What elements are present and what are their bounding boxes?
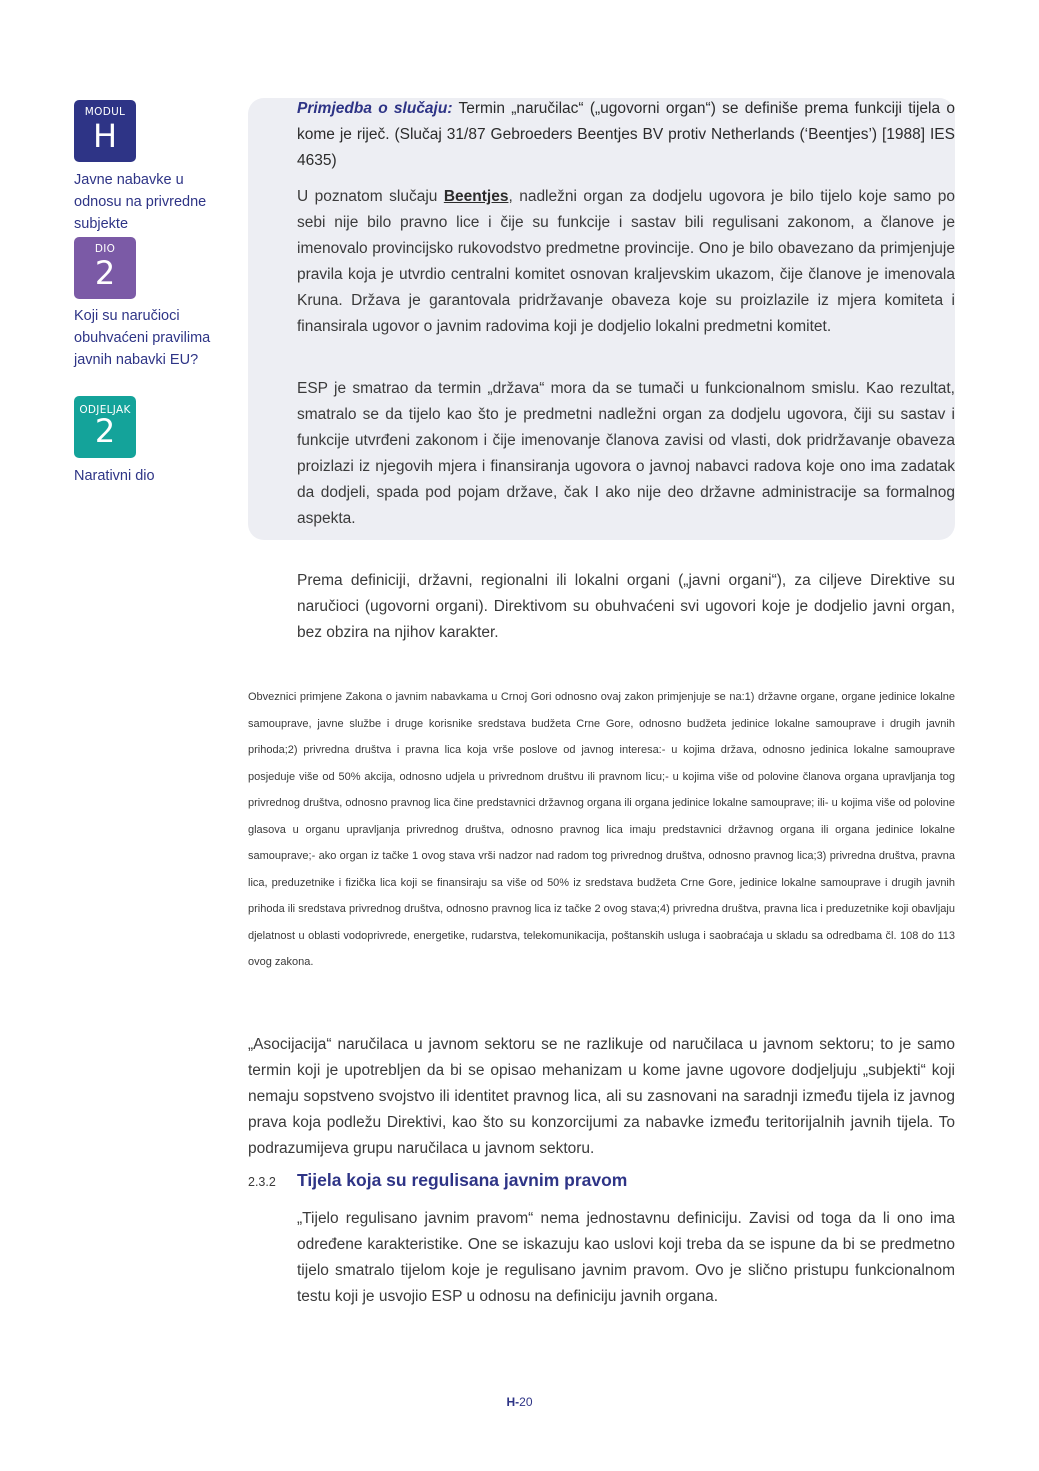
- section-body: „Tijelo regulisano javnim pravom“ nema jednostavnu definiciju. Zavisi od toga da li ono ima određene karakteristike. One se iskazuju kao uslovi koji treba da se ispune da bi se predmetno tijelo smatralo tijelom koje je regulisano javnim pravom. Ovo je slično pristupu funkcionalnom testu koji je usvojio ESP u odnosu na definiciju javnih organa.: [297, 1210, 955, 1305]
- section-label: ODJELJAK: [79, 404, 131, 416]
- section-number: 2.3.2: [248, 1175, 276, 1189]
- definition-paragraph: Prema definiciji, državni, regionalni ili lokalni organi („javni organi“), za ciljeve Direktive su naručioci (ugovorni organi). Direktivom su obuhvaćeni svi ugovori koje je dodjelio javni organ, bez obzira na njihov karakter.: [297, 572, 955, 641]
- module-label: MODUL: [84, 106, 126, 118]
- module-badge: [74, 100, 136, 162]
- case-note-head-text: Termin „naručilac“ („ugovorni organ“) se definiše prema funkciji tijela o kome je riječ. (Slučaj 31/87 Gebroeders Beentjes BV protiv Netherlands (‘Beentjes’) [1988] IES 4635): [297, 100, 955, 169]
- association-paragraph: „Asocijacija“ naručilaca u javnom sektoru se ne razlikuje od naručilaca u javnom sektoru; to je samo termin koji je upotrebljen da bi se opisao mehanizam u kome javne ugovore dodjeljuju „subjekti“ koji nemaju sopstveno svojstvo ili identitet pravnog lica, ali su zasnovani na saradnji između tijela iz javnog prava koja podležu Direktivi, kao što su konzorcijumi za nabavke između teritorijalnih javnih tijela. To podrazumijeva grupu naručilaca u javnom sektoru.: [248, 1036, 955, 1157]
- section-value: 2: [94, 412, 116, 450]
- part-label: DIO: [94, 243, 116, 255]
- beentjes-link[interactable]: Beentjes: [443, 188, 509, 205]
- part-title: Koji su naručioci obuhvaćeni pravilima javnih nabavki EU?: [74, 308, 211, 368]
- case-note-paragraph-1: [297, 184, 955, 340]
- page-value: 20: [519, 1395, 533, 1409]
- part-value: 2: [94, 254, 116, 292]
- part-badge: [74, 237, 136, 299]
- case-note-heading: [297, 96, 955, 174]
- case-p1-before: U poznatom slučaju: [297, 188, 444, 205]
- case-p1-after: , nadležni organ za dodjelu ugovora je bilo tijelo koje samo po sebi nije bilo pravno lice i čije su funkcije i sastav bili regulisani zakonom, a članove je imenovalo provincijsko rukovodstvo predmetne provincije. Ono je bilo obavezano da primjenjuje pravila koja je utvrdio centralni komitet osnovan kraljevskim ukazom, čije članove je imenovala Kruna. Država je garantovala pridržavanje obaveza koje su proizlazile iz mjera komiteta i finansirala ugovor o javnim radovima koji je dodjelio lokalni predmetni komitet.: [297, 188, 955, 335]
- section-badge: [74, 396, 136, 458]
- module-value: H: [92, 117, 118, 155]
- page-prefix: H-: [506, 1395, 520, 1409]
- case-note-lead: Primjedba o slučaju:: [297, 100, 453, 117]
- footnote: Obveznici primjene Zakona o javnim nabavkama u Crnoj Gori odnosno ovaj zakon primjenjuje se na:1) državne organe, organe jedinice lokalne samouprave, javne službe i druge korisnike sredstava budžeta Crne Gore, odnosno budžeta jedinice lokalne samouprave i drugih javnih prihoda;2) privredna društva i pravna lica koja vrše poslove od javnog interesa:- u kojima država, odnosno jedinica lokalne samouprave posjeduje više od 50% akcija, odnosno udjela u privrednom društvu ili pravnom licu;- u kojima više od polovine članova organa upravljanja tog privrednog društva, odnosno pravnog lica čine predstavnici državnog organa ili organa jedinice lokalne samouprave; ili- u kojima više od polovine glasova u organu upravljanja privrednog društva, odnosno pravnog lica imaju predstavnici državnog organa ili organa jedinice lokalne samouprave;- ako organ iz tačke 1 ovog stava vrši nadzor nad radom tog privrednog društva, odnosno pravnog lica;3) privredna društva, pravna lica, preduzetnike i fizička lica koji se finansiraju sa više od 50% iz sredstava budžeta Crne Gore, jedinice lokalne samouprave i drugih javnih prihoda ili sredstava privrednog društva, odnosno pravnog lica iz tačke 2 ovog stava;4) privredna društva, pravna lica i preduzetnike koji obavljaju djelatnost u oblasti vodoprivrede, energetike, rudarstva, telekomunikacija, poštanskih usluga i saobraćaja u skladu sa odredbama čl. 108 do 113 ovog zakona.: [248, 691, 955, 968]
- case-note-paragraph-2: ESP je smatrao da termin „država“ mora da se tumači u funkcionalnom smislu. Kao rezultat, smatralo se da tijelo kao što je predmetni nadležni organ za dodjelu ugovora, čiji su sastav i funkcije utvrđeni zakonom i čije imenovanje članova zavisi od vlasti, dok pridržavanje obaveza proizlazi iz njegovih mjera i finansiranja ugovora o javnoj nabavci radova koje ono ima zadatak da dodjeli, spada pod pojam države, čak I ako nije deo državne administracije sa formalnog aspekta.: [297, 380, 955, 527]
- section-title: Narativni dio: [74, 468, 155, 484]
- page-number: [0, 1395, 1039, 1409]
- section-heading: Tijela koja su regulisana javnim pravom: [297, 1170, 628, 1190]
- module-title: Javne nabavke u odnosu na privredne subjekte: [74, 172, 207, 232]
